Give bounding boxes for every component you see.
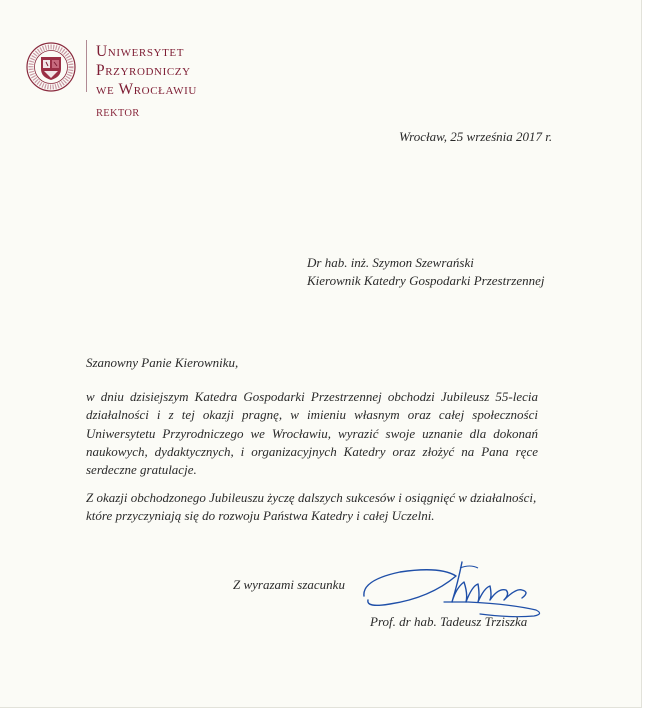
salutation: Szanowny Panie Kierowniku, — [86, 355, 239, 370]
office-title: REKTOR — [96, 108, 140, 119]
closing-phrase: Z wyrazami szacunku — [233, 577, 345, 592]
letter-date: Wrocław, 25 września 2017 r. — [399, 129, 553, 144]
university-name-line3: we Wrocławiu — [96, 81, 197, 98]
signatory-name: Prof. dr hab. Tadeusz Trziszka — [370, 614, 528, 629]
recipient-title: Kierownik Katedry Gospodarki Przestrzennej — [307, 273, 545, 288]
recipient-name: Dr hab. inż. Szymon Szewrański — [307, 255, 474, 270]
university-name — [96, 42, 197, 99]
university-name-line1: Uniwersytet — [96, 43, 185, 60]
recipient-block — [307, 254, 544, 290]
university-name-line2: Przyrodniczy — [96, 62, 191, 79]
letterhead-divider — [86, 40, 87, 92]
university-seal-logo — [26, 42, 76, 92]
body-paragraph-1: w dniu dzisiejszym Katedra Gospodarki Przestrzennej obchodzi Jubileusz 55-lecia działalności i z tej okazji pragnę, w imieniu własnym oraz całej społeczności Uniwersytetu Przyrodniczego we Wrocławiu, wyrazić swoje uznanie dla dokonań naukowych, dydaktycznych, i organizacyjnych Katedry oraz złożyć na Pana ręce serdeczne gratulacje. — [86, 389, 538, 478]
body-paragraph-2: Z okazji obchodzonego Jubileuszu życzę dalszych sukcesów i osiągnięć w działalności, które przyczyniają się do rozwoju Państwa Katedry i całej Uczelni. — [86, 490, 537, 524]
